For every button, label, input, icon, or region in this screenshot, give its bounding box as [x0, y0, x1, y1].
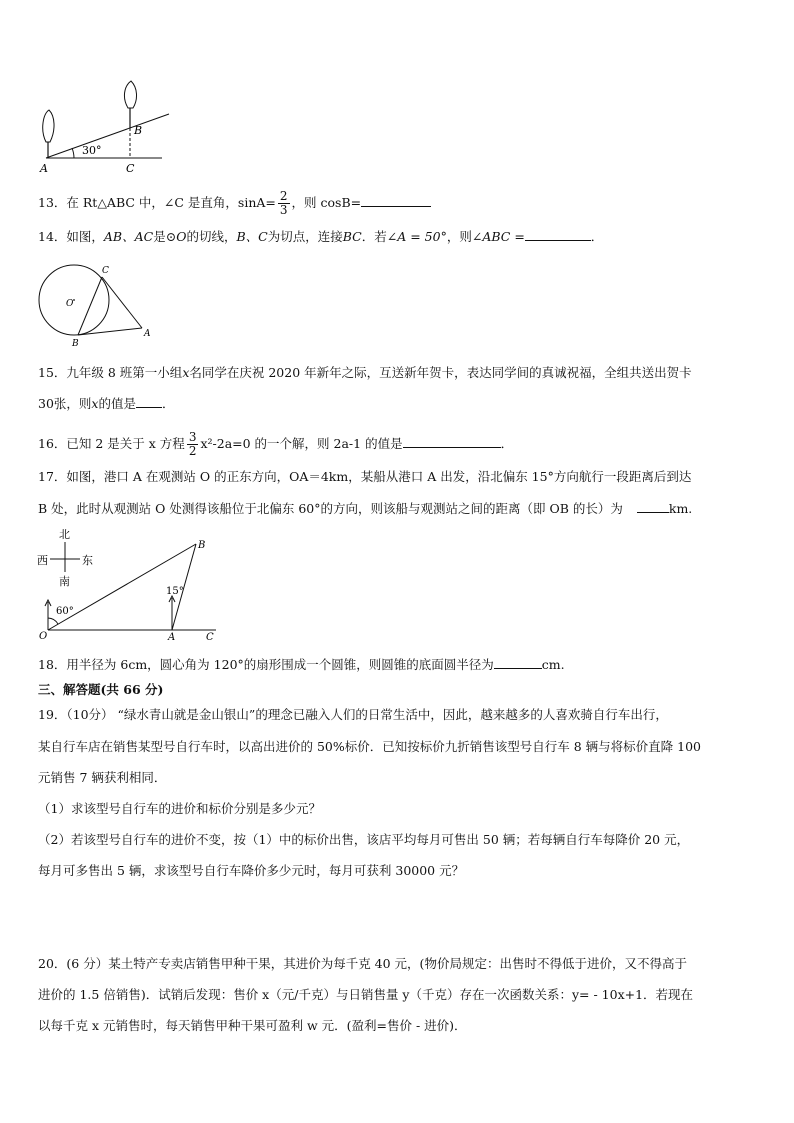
fig12-angle: 30°	[82, 144, 102, 157]
fig14-label-o: O	[66, 299, 74, 309]
slope-tree-figure	[34, 78, 174, 178]
q15-answer-blank[interactable]	[136, 395, 162, 408]
fig17-angle15: 15°	[166, 586, 184, 597]
question-19-sub2-line2: 每月可多售出 5 辆，求该型号自行车降价多少元时，每月可获利 30000 元？	[38, 863, 465, 878]
question-15-line2: 30张，则x的值是 ．	[38, 396, 175, 411]
q17-answer-blank[interactable]	[637, 500, 669, 513]
q13-text-pre: 13．在 Rt△ABC 中，∠C 是直角，sinA=	[38, 195, 276, 210]
question-19-line2: 某自行车店在销售某型号自行车时，以高出进价的 50%标价．已知按标价九折销售该型号自行车 8 辆与将标价直降 100	[38, 739, 701, 754]
question-16: 16．已知 2 是关于 x 方程 $\frac{3}{2}$ x²-2a=0 的一个解，则 2a-1 的值是 ．	[38, 430, 514, 458]
question-15-line1: 15．九年级 8 班第一小组x名同学在庆祝 2020 年新年之际，互送新年贺卡，表达同学间的真诚祝福，全组共送出贺卡	[38, 365, 692, 380]
question-19-sub2-line1: （2）若该型号自行车的进价不变，按（1）中的标价出售，该店平均每月可售出 50 辆；若每辆自行车每降价 20 元，	[38, 832, 690, 847]
fig17-label-a: A	[168, 632, 176, 643]
fig17-south: 南	[59, 575, 70, 588]
fig17-label-c: C	[206, 632, 214, 643]
navigation-figure	[36, 526, 226, 646]
fig17-west: 西	[37, 554, 48, 567]
question-19-line3: 元销售 7 辆获利相同．	[38, 770, 167, 785]
fig12-label-c: C	[126, 162, 135, 175]
section-heading: 三、解答题(共 66 分)	[38, 682, 164, 697]
question-20-line1: 20．(6 分）某土特产专卖店销售甲种干果，其进价为每千克 40 元，(物价局规定：出售时不得低于进价，又不得高于	[38, 956, 687, 971]
q13-fraction: $\frac{2}{3}$	[279, 189, 288, 217]
q13-text-post: ，则 cosB=	[291, 195, 362, 210]
question-17-line2: B 处，此时从观测站 O 处测得该船位于北偏东 60°的方向，则该船与观测站之间的距离（即 OB 的长）为 km.	[38, 501, 693, 516]
q18-answer-blank[interactable]	[494, 656, 542, 669]
circle-tangent-figure	[36, 260, 166, 350]
question-17-line1: 17．如图，港口 A 在观测站 O 的正东方向，OA＝4km，某船从港口 A 出发，沿北偏东 15°方向航行一段距离后到达	[38, 469, 692, 484]
question-20-line3: 以每千克 x 元销售时，每天销售甲种干果可盈利 w 元．(盈利=售价 - 进价)．	[38, 1018, 467, 1033]
fig12-label-a: A	[40, 162, 48, 175]
q14-answer-blank[interactable]	[525, 228, 591, 241]
question-18: 18．用半径为 6cm，圆心角为 120°的扇形围成一个圆锥，则圆锥的底面圆半径为 cm.	[38, 657, 565, 672]
question-20-line2: 进价的 1.5 倍销售)．试销后发现：售价 x（元/千克）与日销售量 y（千克）存在一次函数关系：y= - 10x+1．若现在	[38, 987, 694, 1002]
fig17-north: 北	[59, 528, 70, 541]
question-19-line1: 19．（10分） “绿水青山就是金山银山”的理念已融入人们的日常生活中，因此，越来越多的人喜欢骑自行车出行，	[38, 707, 668, 722]
fig14-label-b: B	[72, 339, 79, 349]
fig17-east: 东	[82, 554, 93, 567]
fig14-label-a: A	[144, 329, 151, 339]
question-13	[38, 190, 431, 217]
fig17-label-o: O	[39, 631, 48, 642]
q13-answer-blank[interactable]	[361, 194, 431, 207]
fig17-angle60: 60°	[56, 606, 74, 617]
question-19-sub1: （1）求该型号自行车的进价和标价分别是多少元？	[38, 801, 321, 816]
q16-answer-blank[interactable]	[403, 435, 501, 448]
fig12-label-b: B	[134, 124, 143, 137]
fig17-label-b: B	[198, 540, 206, 551]
question-14: 14．如图，AB、AC是⊙O的切线，B、C为切点，连接BC．若∠A = 50°，则∠ABC = ．	[38, 229, 604, 244]
q16-fraction: $\frac{3}{2}$	[188, 430, 197, 458]
fig14-label-c: C	[102, 266, 109, 276]
